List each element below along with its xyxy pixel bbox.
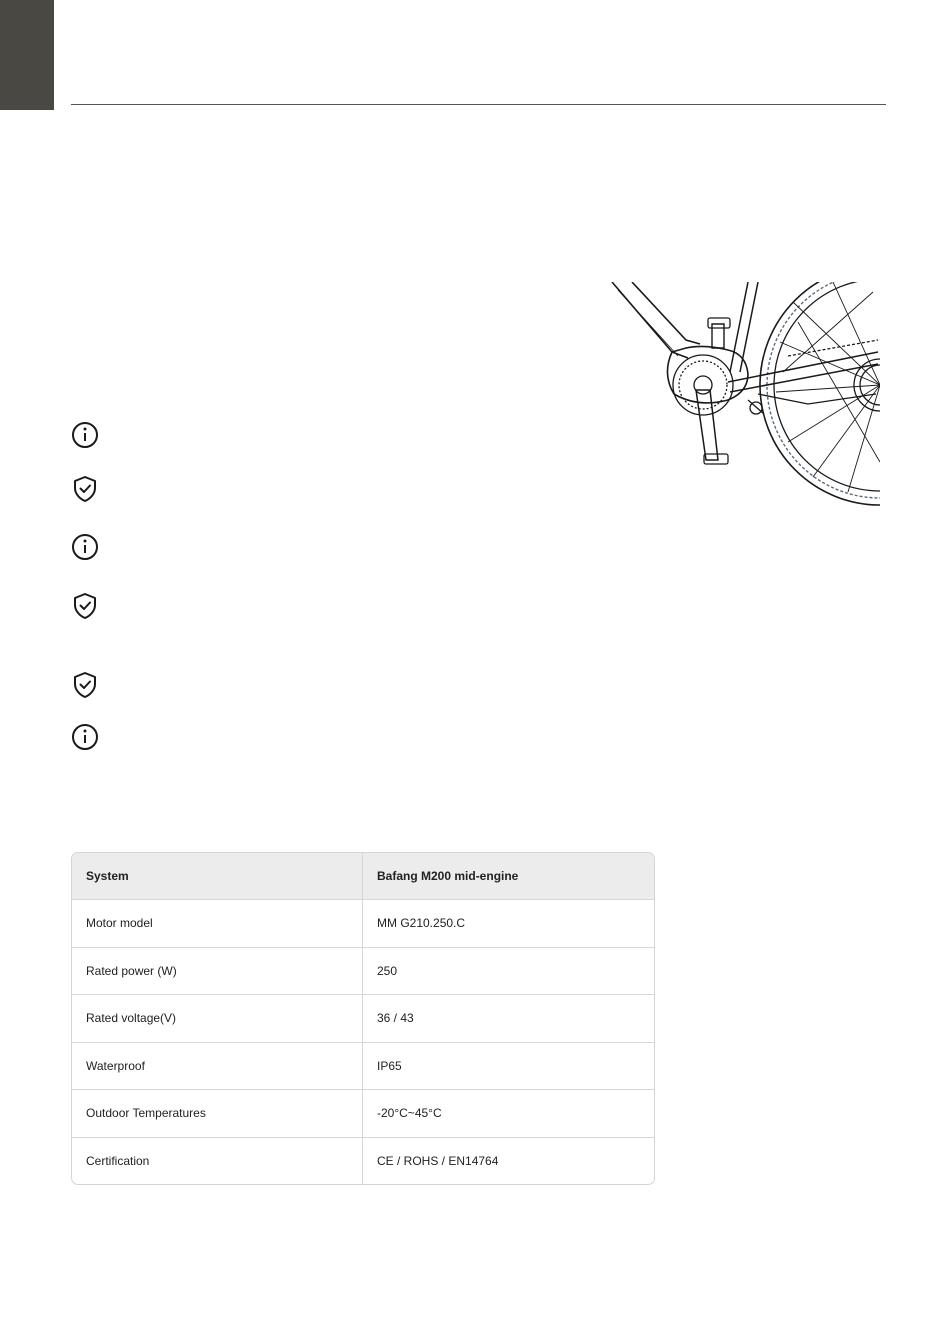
info-icon bbox=[70, 420, 100, 450]
spec-label: Motor model bbox=[72, 900, 363, 947]
bike-mid-drive-illustration bbox=[608, 282, 880, 507]
spec-value: IP65 bbox=[377, 1058, 402, 1073]
corner-tab bbox=[0, 0, 54, 110]
info-icon bbox=[70, 532, 100, 562]
table-row bbox=[72, 1137, 654, 1185]
spec-header-value: Bafang M200 mid-engine bbox=[377, 869, 519, 883]
spec-value: CE / ROHS / EN14764 bbox=[377, 1153, 499, 1168]
table-row bbox=[72, 1089, 654, 1137]
spec-label: Rated power (W) bbox=[72, 948, 363, 995]
spec-value: MM G210.250.C bbox=[377, 916, 466, 931]
header-divider bbox=[71, 104, 886, 105]
table-row bbox=[72, 947, 654, 995]
info-icon bbox=[70, 722, 100, 752]
spec-table-header bbox=[72, 853, 654, 899]
spec-label: Certification bbox=[72, 1138, 363, 1185]
shield-check-icon bbox=[70, 474, 100, 504]
shield-check-icon bbox=[70, 670, 100, 700]
table-row bbox=[72, 899, 654, 947]
spec-label: Rated voltage(V) bbox=[72, 995, 363, 1042]
spec-value: 36 / 43 bbox=[377, 1011, 414, 1026]
shield-check-icon bbox=[70, 591, 100, 621]
spec-table bbox=[71, 852, 655, 1185]
spec-label: Waterproof bbox=[72, 1043, 363, 1090]
table-row bbox=[72, 1042, 654, 1090]
spec-label: Outdoor Temperatures bbox=[72, 1090, 363, 1137]
spec-value: -20°C~45°C bbox=[377, 1106, 442, 1121]
table-row bbox=[72, 994, 654, 1042]
spec-header-label: System bbox=[72, 853, 363, 899]
spec-value: 250 bbox=[377, 963, 398, 978]
